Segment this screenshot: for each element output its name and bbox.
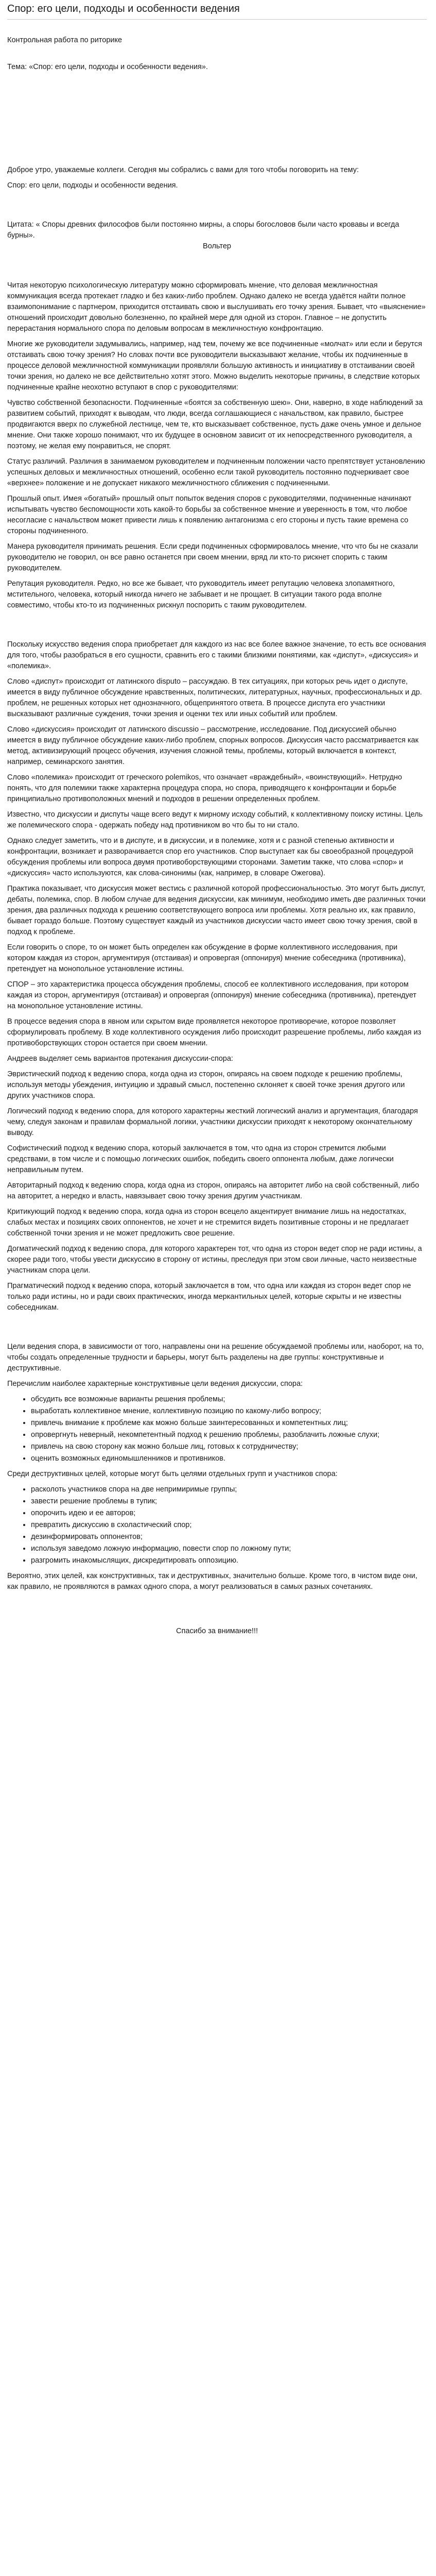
paragraph: Статус различий. Различия в занимаемом руководителем и подчиненным положении часто препятствует установлению успешных деловых и межличностных отношений, особенно если такой руководитель постоянно подчеркивает свое «верхнее» положение и не допускает никакого межличностного сближения с подчиненными. (7, 457, 425, 487)
paragraph: Критикующий подход к ведению спора, когда одна из сторон всецело акцентирует внимание лишь на недостатках, слабых местах и позициях своих оппонентов, не хочет и не стремится видеть позитивные стороны и не предлагает собственной точки зрения и не может предложить свое решение. (7, 1208, 409, 1238)
thanks-text: Спасибо за внимание!!! (176, 1627, 258, 1635)
paragraph: Многие же руководители задумывались, например, над тем, почему же все подчиненные «молчат» или если и берутся отстаивать свою точку зрения? Но словах почти все руководители высказывают желание, чтобы их подчиненные в процессе деловой межличностной коммуникации проявляли большую активность и инициативу в отстаивании своей точки зрения, но далеко не все действительно хотят этого. Можно выделить некоторые причины, в следствие которых подчиненные крайне неохотно вступают в спор с руководителями: (7, 340, 422, 392)
paragraph: Однако следует заметить, что и в диспуте, и в дискуссии, и в полемике, хотя и с разной степенью активности и конфронтации, возникает и разворачивается спор его участников. Спор выступает как бы своеобразной процедурой обсуждения проблемы или вопроса двумя противоборствующими сторонами. Заметим также, что слова «спор» и «дискуссия» часто используются, как слова-синонимы (как, например, в словаре Ожегова). (7, 837, 413, 877)
paragraph: СПОР – это характеристика процесса обсуждения проблемы, способ ее коллективного исследования, при котором каждая из сторон, аргументируя (отстаивая) и опровергая (оппонируя) мнение собеседника (противника), претендует на монопольное установление истины. (7, 980, 416, 1010)
paragraph: Слово «дискуссия» происходит от латинского discussio – рассмотрение, исследование. Под дискуссией обычно имеется в виду публичное обсуждение каких-либо проблем, спорных вопросов. Дискуссия часто рассматривается как метод, активизирующий процесс обучения, изучения сложной темы, проблемы, который включается в контекст, например, семинарского занятия. (7, 725, 418, 766)
list-item: • превратить дискуссию в схоластический спор; (31, 1520, 427, 1531)
list-item: • завести решение проблемы в тупик; (31, 1496, 427, 1507)
constructive-goals-list (7, 1394, 427, 1464)
paragraph: Слово «полемика» происходит от греческого polemikos, что означает «враждебный», «воинствующий». Нетрудно понять, что для полемики также характерна процедура спора, но спора, приводящего к конфронтации и борьбе принципиально противоположных мнений и подходов в решении определенных проблем. (7, 773, 402, 803)
paragraph: Цели ведения спора, в зависимости от того, направлены они на решение обсуждаемой проблемы или, наоборот, на то, чтобы создать определенные трудности и барьеры, могут быть разделены на две группы: конструктивные и деструктивные. (7, 1343, 424, 1372)
list-item: • разгромить инакомыслящих, дискредитировать оппозицию. (31, 1555, 427, 1566)
paragraph: Чувство собственной безопасности. Подчиненные «боятся за собственную шею». Они, наверно, в ходе наблюдений за развитием событий, приходят к выводам, что люди, всегда соглашающиеся с начальством, как правило, быстрее продвигаются вверх по служебной лестнице, чем те, кто высказывает собственное, пусть даже очень умное и дельное мнение. Они также хорошо понимают, что их будущее в основном зависит от их непосредственного руководителя, а поэтому, не желая ему понравиться, не спорят. (7, 399, 423, 450)
paragraph: Авторитарный подход к ведению спора, когда одна из сторон, опираясь на авторитет либо на свой собственный, либо на авторитет, а нередко и власть, навязывает свою точку зрения другим участникам. (7, 1181, 420, 1200)
list-item: • привлечь внимание к проблеме как можно больше заинтересованных и компетентных лиц; (31, 1418, 427, 1429)
header-line-2: Тема: «Спор: его цели, подходы и особенности ведения». (7, 63, 208, 71)
section-reasons (7, 280, 427, 611)
paragraph: Слово «диспут» происходит от латинского disputo – рассуждаю. В тех ситуациях, при которых речь идет о диспуте, имеется в виду публичное обсуждение нравственных, политических, литературных, научных, профессиональных и др. проблем, не решенных которых нет однозначного, общепринятого ответа. В процессе диспута его участники высказывают различные суждения, точки зрения и оценки тех или иных событий или проблем. (7, 677, 422, 718)
paragraph: Читая некоторую психологическую литературу можно сформировать мнение, что деловая межличностная коммуникация всегда протекает гладко и без каких-либо проблем. Однако далеко не всегда удаётся найти полное взаимопонимание с партнером, приходится отстаивать свою и выслушивать его точку зрения. Бывает, что «выяснение» отношений происходит довольно болезненно, по крайней мере для одной из сторон. Главное – не допустить перерастания нормального спора по деловым вопросам в межличностную конфронтацию. (7, 281, 426, 333)
paragraph: Известно, что дискуссии и диспуты чаще всего ведут к мирному исходу событий, к коллективному поиску истины. Цель же полемического спора - одержать победу над противником во что бы то ни стало. (7, 810, 423, 829)
paragraph: Практика показывает, что дискуссия может вестись с различной которой профессиональностью. Это могут быть диспут, дебаты, полемика, спор. В любом случае для ведения дискуссии, как минимум, необходимо иметь две различных точки зрения, два различных подхода к решению соответствующего вопроса или проблемы. Хотя реально их, как правило, бывает гораздо больше. Поэтому существует каждый из участников дискуссии часто имеет свою точку зрения, свой в подход к проблеме. (7, 885, 426, 936)
quote-author: Вольтер (203, 242, 231, 250)
paragraph: Манера руководителя принимать решения. Если среди подчиненных сформировалось мнение, что что бы не сказали руководителю не говорил, он все равно останется при своем мнении, вряд ли кто-то рискнет спорить с таким руководителем. (7, 543, 418, 572)
intro-greeting: Доброе утро, уважаемые коллеги. Сегодня мы собрались с вами для того чтобы поговорить на тему: (7, 166, 359, 174)
paragraph: Если говорить о споре, то он может быть определен как обсуждение в форме коллективного исследования, при котором каждая из сторон, аргументируя (отстаивая) и опровергая (оппонируя) мнение собеседника (противника), претендует на монопольное установление истины. (7, 943, 406, 973)
intro-quote: Цитата: « Споры древних философов были постоянно мирны, а споры богословов были часто кровавы и всегда бурны». (7, 221, 399, 240)
list-item: • опровергнуть неверный, некомпетентный подход к решению проблемы, разоблачить ложные слухи; (31, 1430, 427, 1440)
paragraph: Догматический подход к ведению спора, для которого характерен тот, что одна из сторон ведет спор не ради истины, а скорее ради того, чтобы увести дискуссию в сторону от истины, преследуя при этом свои личные, часто неизвестные участникам спора цели. (7, 1245, 422, 1275)
paragraph: Поскольку искусство ведения спора приобретает для каждого из нас все более важное значение, то есть все основания для того, чтобы разобраться в его сущности, сравнить его с такими близкими понятиями, как «диспут», «дискуссия» и «полемика». (7, 640, 426, 670)
list-item: • дезинформировать оппонентов; (31, 1532, 427, 1543)
list-item: • расколоть участников спора на две непримиримые группы; (31, 1484, 427, 1495)
paragraph: Среди деструктивных целей, которые могут быть целями отдельных групп и участников спора: (7, 1470, 338, 1478)
list-item: • используя заведомо ложную информацию, повести спор по ложному пути; (31, 1544, 427, 1554)
document-title: Спор: его цели, подходы и особенности ведения (7, 3, 427, 20)
list-item: • оценить возможных единомышленников и противников. (31, 1453, 427, 1464)
section-goals (7, 1342, 427, 1592)
paragraph: Софистический подход к ведению спора, который заключается в том, что одна из сторон стремится любыми средствами, в том числе и с помощью логических ошибок, победить своего оппонента любым, даже логически неправильным путем. (7, 1144, 394, 1174)
header-line-1: Контрольная работа по риторике (7, 36, 123, 44)
paragraph: Прошлый опыт. Имея «богатый» прошлый опыт попыток ведения споров с руководителями, подчиненные начинают испытывать чувство беспомощности хоть какой-то борьбы за собственное мнение и уверенность в том, что любое несогласие с начальством может привести лишь к появлению антагонизма с его стороны и пусть такие времена со стороны подчиненного. (7, 495, 412, 535)
paragraph: Андреев выделяет семь вариантов протекания дискуссии-спора: (7, 1055, 233, 1063)
paragraph: Вероятно, этих целей, как конструктивных, так и деструктивных, значительно больше. Кроме того, в чистом виде они, как правило, не проявляются в рамках одного спора, а могут реализоваться в самых разных сочетаниях. (7, 1572, 417, 1591)
paragraph: Прагматический подход к ведению спора, который заключается в том, что одна или каждая из сторон ведет спор не только ради истины, но и ради своих практических, иногда меркантильных целей, которые скрыты и не известны собеседникам. (7, 1282, 411, 1312)
list-item: • выработать коллективное мнение, коллективную позицию по какому-либо вопросу; (31, 1406, 427, 1417)
paragraph: Репутация руководителя. Редко, но все же бывает, что руководитель имеет репутацию человека злопамятного, мстительного, человека, который никогда ничего не забывает и не прощает. В ситуации такого рода вполне совместимо, чтобы кто-то из подчиненных рискнул поспорить с таким руководителем. (7, 580, 395, 609)
paragraph: Эвристический подход к ведению спора, когда одна из сторон, опираясь на своем подходе к решению проблемы, используя методы убеждения, интуицию и здравый смысл, постепенно склоняет к своей точке зрения другого или других участников спора. (7, 1070, 405, 1100)
list-item: • опорочить идею и ее авторов; (31, 1508, 427, 1519)
paragraph: В процессе ведения спора в явном или скрытом виде проявляется некоторое противоречие, которое позволяет сформулировать проблему. В ходе коллективного осуждения либо происходит разрешение проблемы, либо каждая из противоборствующих сторон остается при своем мнении. (7, 1018, 422, 1047)
destructive-goals-list (7, 1484, 427, 1566)
paragraph: Перечислим наиболее характерные конструктивные цели ведения дискуссии, спора: (7, 1380, 303, 1388)
section-concepts (7, 639, 427, 1313)
paragraph: Логический подход к ведению спора, для которого характерны жесткий логический анализ и аргументация, благодаря чему, следуя законам и правилам формальной логики, участники дискуссии приходят к некоторому окончательному выводу. (7, 1107, 418, 1137)
list-item: • привлечь на свою сторону как можно больше лиц, готовых к сотрудничеству; (31, 1442, 427, 1452)
intro-topic: Спор: его цели, подходы и особенности ведения. (7, 181, 178, 190)
list-item: • обсудить все возможные варианты решения проблемы; (31, 1394, 427, 1405)
document-body (7, 22, 427, 1637)
